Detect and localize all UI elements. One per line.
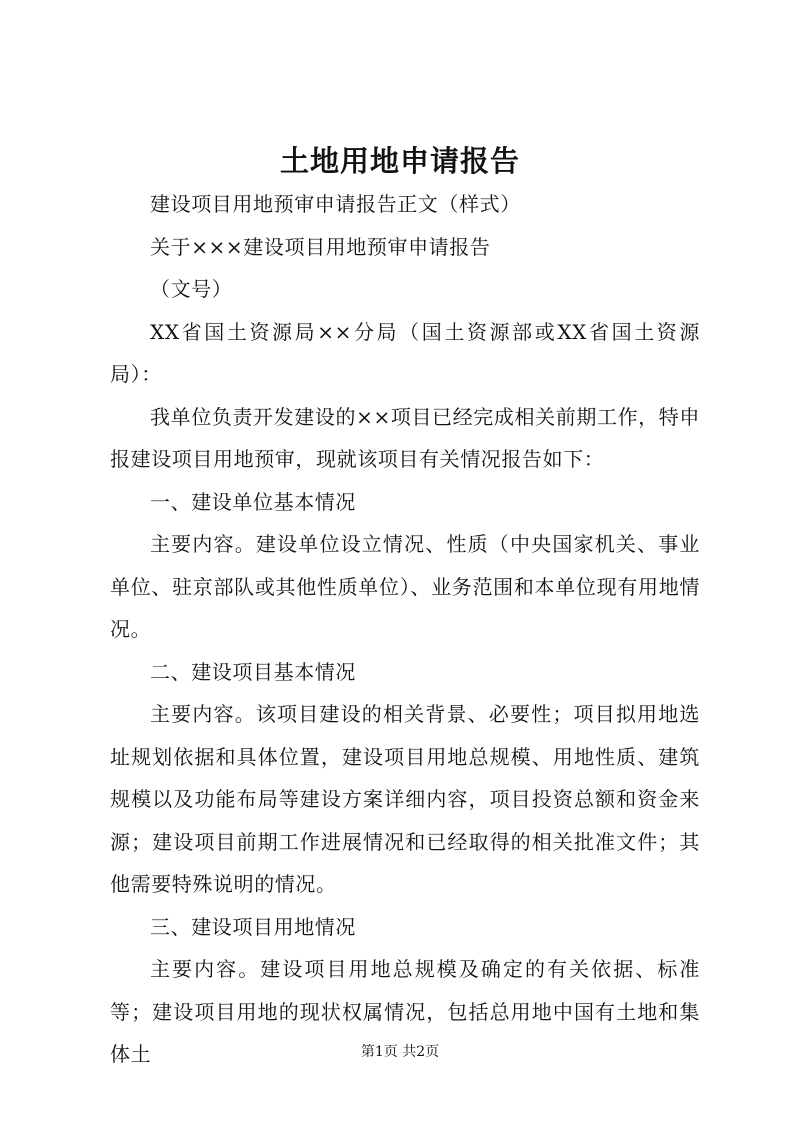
- page-footer: 第1页 共2页: [360, 1044, 440, 1060]
- paragraph-form-heading: 建设项目用地预审申请报告正文（样式）: [150, 192, 521, 216]
- section-heading-2: 二、建设项目基本情况: [150, 659, 356, 684]
- section-content-1: 主要内容。建设单位设立情况、性质（中央国家机关、事业单位、驻京部队或其他性质单位）、业务范围和本单位现有用地情况。: [110, 532, 700, 641]
- paragraph-document-number: （文号）: [150, 277, 233, 301]
- document-body: [110, 183, 700, 1076]
- section-content-3: 主要内容。建设项目用地总规模及确定的有关依据、标准等；建设项目用地的现状权属情况，包括总用地中国有土地和集体土: [110, 957, 700, 1066]
- paragraph-introduction: 我单位负责开发建设的××项目已经完成相关前期工作，特申报建设项目用地预审，现就该项目有关情况报告如下：: [110, 404, 700, 471]
- paragraph-addressee: XX省国土资源局××分局（国土资源部或XX省国土资源局）：: [110, 319, 700, 386]
- section-heading-1: 一、建设单位基本情况: [150, 489, 356, 514]
- paragraph-report-title: 关于×××建设项目用地预审申请报告: [150, 234, 491, 259]
- section-heading-3: 三、建设项目用地情况: [150, 914, 356, 939]
- section-content-2: 主要内容。该项目建设的相关背景、必要性；项目拟用地选址规划依据和具体位置，建设项目用地总规模、用地性质、建筑规模以及功能布局等建设方案详细内容，项目投资总额和资金来源；建设项目前期工作进展情况和已经取得的相关批准文件；其他需要特殊说明的情况。: [110, 702, 700, 896]
- document-title: 土地用地申请报告: [279, 144, 520, 178]
